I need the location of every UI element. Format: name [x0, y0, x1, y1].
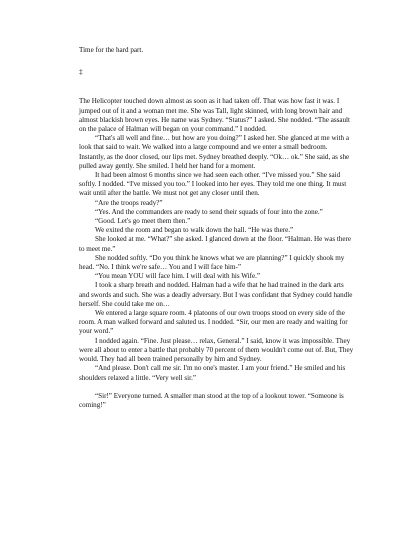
- paragraph: “Yes. And the commanders are ready to send their squads of four into the zone.”: [95, 207, 323, 216]
- paragraph: I took a sharp breath and nodded. Halman had a wife that he had trained in the dark arts and swords and such. She was a deadly adversary. But I was confidant that Sydney could handle herself. She could take me on…: [79, 281, 353, 308]
- section-heading: Time for the hard part.: [79, 46, 144, 54]
- paragraph: She nodded softly. “Do you think he knows what we are planning?” I quickly shook my head. “No. I think we're safe… You and I will face him-”: [79, 253, 345, 272]
- body-text: [79, 97, 355, 410]
- document-page: [79, 46, 355, 410]
- paragraph: “You mean YOU will face him. I will deal with his Wife.”: [95, 272, 261, 281]
- paragraph: The Helicopter touched down almost as soon as it had taken off. That was how fast it was. I jumped out of it and a woman met me. She was Tall, light skinned, with long brown hair and almost blackish brown eyes. He name was Sydney. “Status?” I asked. She nodded. “The assault on the palace of Halman will began on your command.” I nodded.: [79, 97, 351, 134]
- paragraph: We entered a large square room. 4 platoons of our own troops stood on every side of the room. A man walked forward and saluted us. I nodded. “Sir, our men are ready and waiting for your word.”: [79, 309, 348, 336]
- paragraph: I nodded again. “Fine. Just please… relax, General.” I said, know it was impossible. They were all about to enter a battle that probably 70 percent of them wouldn't come out of. But, They would. They had all been trained personally by him and Sydney.: [79, 336, 354, 364]
- paragraph: It had been almost 6 months since we had seen each other. “I've missed you.” She said softly. I nodded. “I've missed you too.” I looked into her eyes. They told me one thing. It must wait until after the battle. We must not get any closer until then.: [79, 171, 347, 198]
- paragraph: “Good. Let's go meet them then.”: [95, 217, 191, 226]
- paragraph: “And please. Don't call me sir. I'm no one's master. I am your friend.” He smiled and his shoulders relaxed a little. “Very well sir.”: [79, 364, 346, 382]
- paragraph: “Are the troops ready?”: [95, 198, 163, 207]
- paragraph: She looked at me. “What?” she asked. I glanced down at the floor. “Halman. He was there to meet me.”: [79, 235, 352, 253]
- paragraph: “Sir!” Everyone turned. A smaller man stood at the top of a lookout tower. “Someone is coming!”: [79, 391, 344, 409]
- paragraph: We exited the room and began to walk down the hall. “He was there.”: [95, 226, 294, 235]
- section-separator: ‡: [79, 67, 83, 77]
- paragraph: “That's all well and fine… but how are you doing?” I asked her. She glanced at me with a look that said to wait. We walked into a large compound and we enter a small bedroom. Instantly, as the door closed, our lips met. Sydney breathed deeply. “Ok… ok.” She said, as she pulled away gently. She smiled. I held her hand for a moment.: [79, 134, 350, 170]
